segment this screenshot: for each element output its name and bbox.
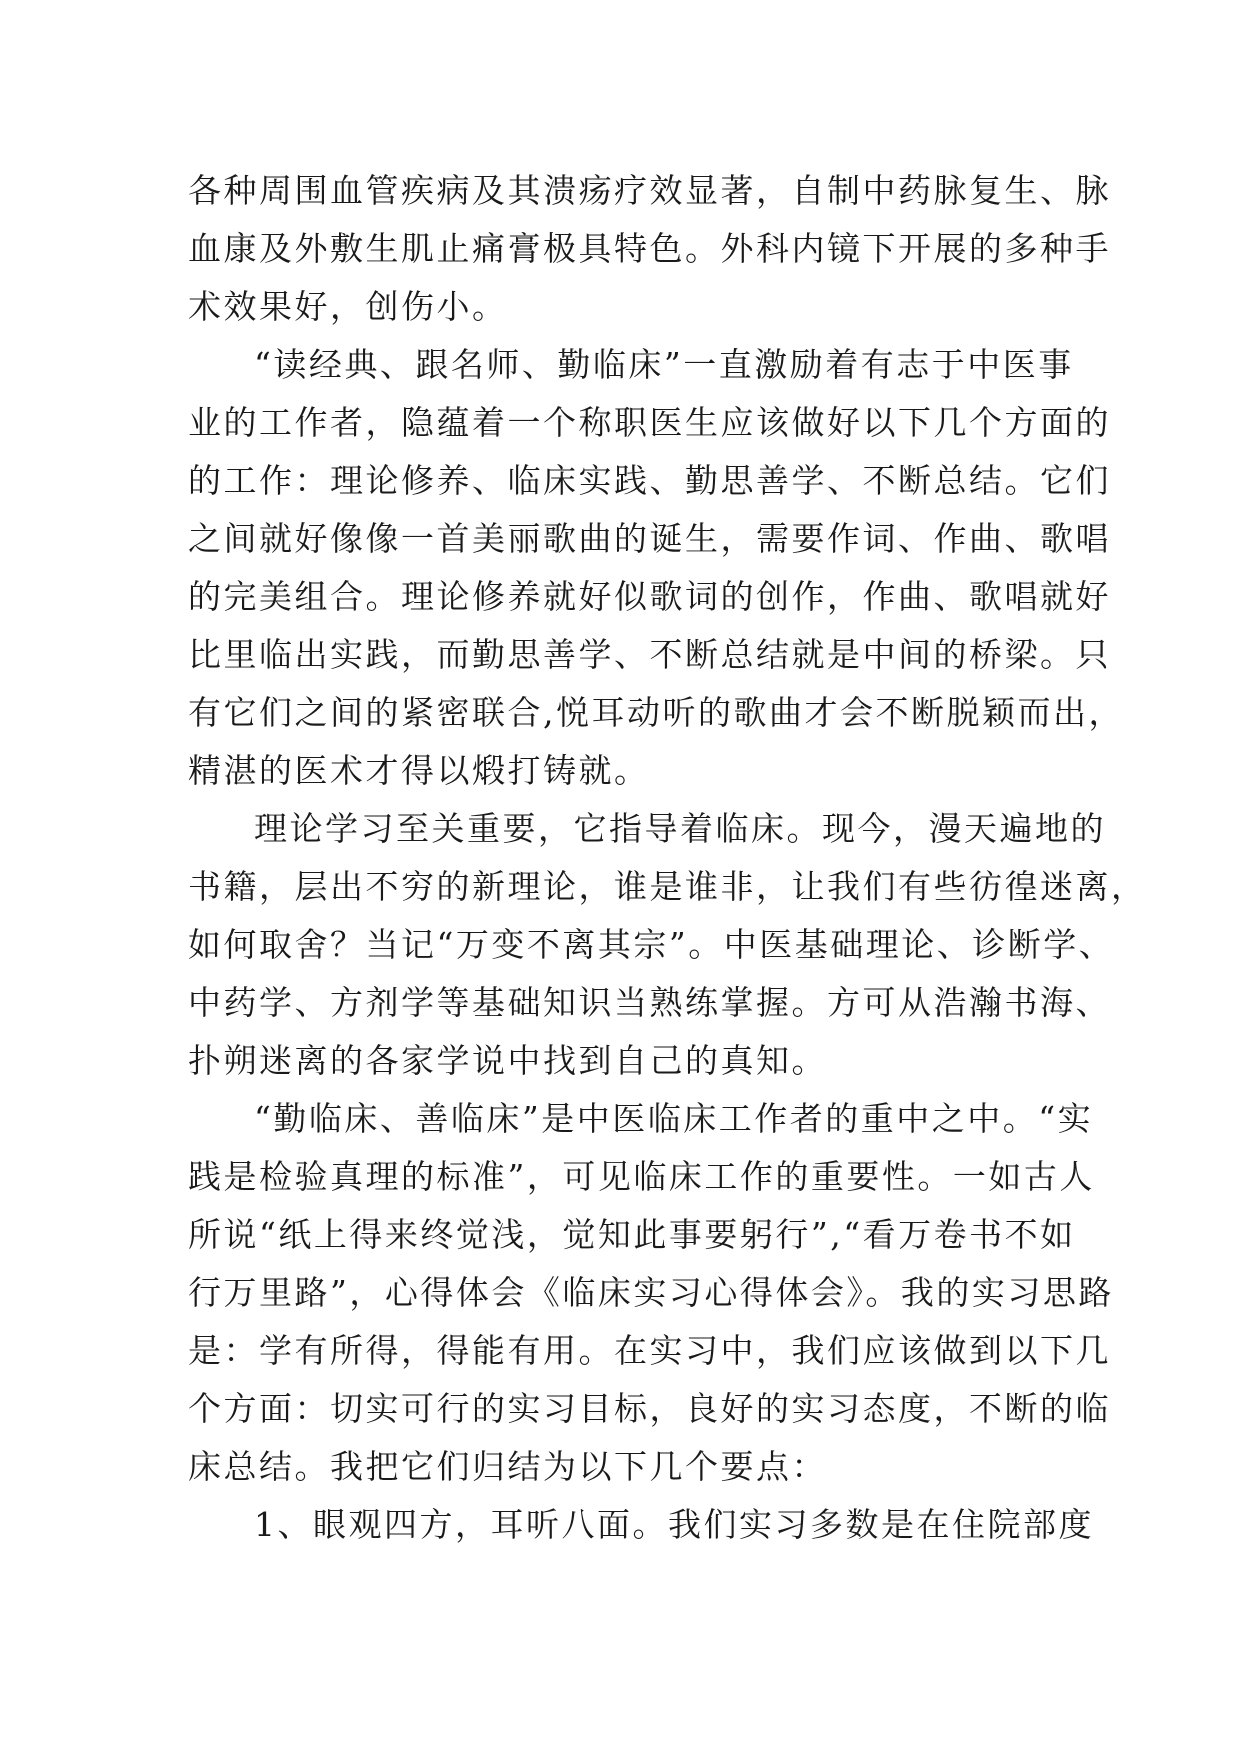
text-line: 书籍，层出不穷的新理论，谁是谁非，让我们有些彷徨迷离， [188,867,1147,906]
text-line: 1、眼观四方，耳听八面。我们实习多数是在住院部度 [254,1505,1094,1544]
paragraph [188,1090,1114,1496]
paragraph [188,162,1111,336]
text-line: 血康及外敷生肌止痛膏极具特色。外科内镜下开展的多种手 [188,229,1111,268]
text-line: 所说“纸上得来终觉浅，觉知此事要躬行”,“看万卷书不如 [188,1215,1076,1254]
text-line: 有它们之间的紧密联合,悦耳动听的歌曲才会不断脱颖而出， [188,693,1124,732]
text-line: 精湛的医术才得以煅打铸就。 [188,751,650,790]
text-line: 个方面：切实可行的实习目标，良好的实习态度，不断的临 [188,1389,1111,1428]
text-line: 术效果好，创伤小。 [188,287,508,326]
text-line: 业的工作者，隐蕴着一个称职医生应该做好以下几个方面的 [188,403,1111,442]
text-line: 之间就好像像一首美丽歌曲的诞生，需要作词、作曲、歌唱 [188,519,1111,558]
text-line: 是：学有所得，得能有用。在实习中，我们应该做到以下几 [188,1331,1111,1370]
text-line: 各种周围血管疾病及其溃疡疗效显著，自制中药脉复生、脉 [188,171,1111,210]
paragraph [188,336,1124,800]
text-line: 中药学、方剂学等基础知识当熟练掌握。方可从浩瀚书海、 [188,983,1111,1022]
text-line: “读经典、跟名师、勤临床”一直激励着有志于中医事 [254,345,1074,384]
text-line: 床总结。我把它们归结为以下几个要点： [188,1447,827,1486]
text-line: 扑朔迷离的各家学说中找到自己的真知。 [188,1041,827,1080]
text-line: 的工作：理论修养、临床实践、勤思善学、不断总结。它们 [188,461,1111,500]
text-line: “勤临床、善临床”是中医临床工作者的重中之中。“实 [254,1099,1094,1138]
text-line: 行万里路”，心得体会《临床实习心得体会》。我的实习思路 [188,1273,1114,1312]
text-line: 理论学习至关重要，它指导着临床。现今，漫天遍地的 [254,809,1106,848]
document-body [188,162,1147,1554]
text-line: 比里临出实践，而勤思善学、不断总结就是中间的桥梁。只 [188,635,1111,674]
paragraph [188,1496,1094,1554]
text-line: 践是检验真理的标准”，可见临床工作的重要性。一如古人 [188,1157,1095,1196]
paragraph [188,800,1147,1090]
text-line: 的完美组合。理论修养就好似歌词的创作，作曲、歌唱就好 [188,577,1111,616]
text-line: 如何取舍？当记“万变不离其宗”。中医基础理论、诊断学、 [188,925,1115,964]
